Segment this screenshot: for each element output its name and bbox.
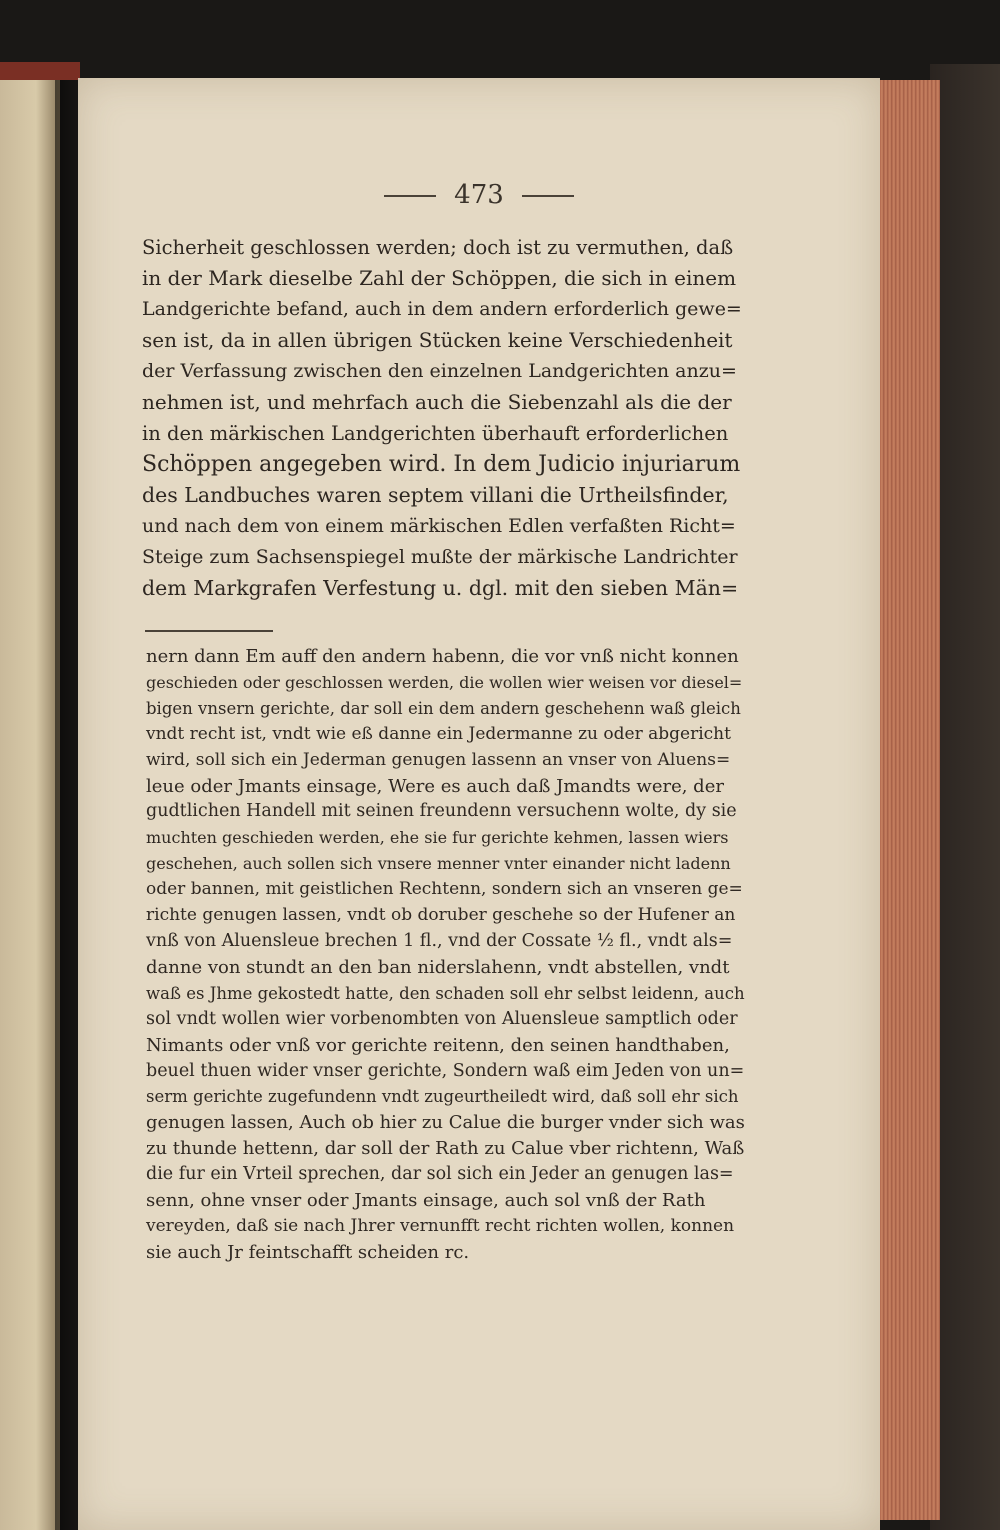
facing-page: [0, 80, 60, 1530]
page-number: 473: [454, 180, 504, 210]
header-dash-left: [384, 195, 436, 197]
footnote-line: senn, ohne vnser oder Jmants einsage, auch sol vnß der Rath: [146, 1190, 706, 1212]
main-text-line: in der Mark dieselbe Zahl der Schöppen, die sich in einem: [142, 266, 737, 290]
footnote-line: gudtlichen Handell mit seinen freundenn versuchenn wolte, dy sie: [146, 801, 737, 822]
footnote-line: nern dann Em auff den andern habenn, die vor vnß nicht konnen: [146, 646, 739, 667]
footnote-line: danne von stundt an den ban niderslahenn, vndt abstellen, vndt: [146, 956, 730, 978]
footnote-line: geschieden oder geschlossen werden, die wollen wier weisen vor diesel=: [146, 672, 743, 692]
footnote-line: waß es Jhme gekostedt hatte, den schaden soll ehr selbst leidenn, auch: [146, 983, 745, 1003]
main-text-line: des Landbuches waren septem villani die Urtheilsfinder,: [142, 483, 729, 507]
footnote-line: leue oder Jmants einsage, Were es auch daß Jmandts were, der: [146, 775, 724, 797]
footnote-line: wird, soll sich ein Jederman genugen lassenn an vnser von Aluens=: [146, 749, 731, 770]
footnote-line: richte genugen lassen, vndt ob doruber geschehe so der Hufener an: [146, 905, 736, 926]
footnote-rule: [145, 630, 273, 632]
footnote-line: beuel thuen wider vnser gerichte, Sondern waß eim Jeden von un=: [146, 1060, 745, 1081]
footnote-line: genugen lassen, Auch ob hier zu Calue die burger vnder sich was: [146, 1112, 745, 1134]
main-text-line: der Verfassung zwischen den einzelnen Landgerichten anzu=: [142, 360, 737, 382]
header-dash-right: [522, 195, 574, 197]
main-text-line: Schöppen angegeben wird. In dem Judicio injuriarum: [142, 452, 741, 477]
main-text-line: nehmen ist, und mehrfach auch die Siebenzahl als die der: [142, 390, 732, 414]
footnote-line: geschehen, auch sollen sich vnsere menner vnter einander nicht ladenn: [146, 854, 731, 874]
main-text-line: und nach dem von einem märkischen Edlen verfaßten Richt=: [142, 515, 736, 537]
main-text-line: Landgerichte befand, auch in dem andern erforderlich gewe=: [142, 298, 742, 320]
footnote-line: vndt recht ist, vndt wie eß danne ein Jedermanne zu oder abgericht: [146, 723, 731, 744]
footnote-line: sol vndt wollen wier vorbenombten von Aluensleue samptlich oder: [146, 1008, 738, 1029]
main-text-line: Sicherheit geschlossen werden; doch ist zu vermuthen, daß: [142, 236, 734, 259]
footnote-line: serm gerichte zugefundenn vndt zugeurtheiledt wird, daß soll ehr sich: [146, 1087, 739, 1107]
main-text-block: [142, 232, 742, 604]
footnote-line: zu thunde hettenn, dar soll der Rath zu Calue vber richtenn, Waß: [146, 1138, 745, 1160]
footnote-line: die fur ein Vrteil sprechen, dar sol sich ein Jeder an genugen las=: [146, 1164, 734, 1185]
footnote-line: vereyden, daß sie nach Jhrer vernunfft recht richten wollen, konnen: [146, 1215, 735, 1236]
footnote-block: [146, 644, 746, 1266]
book-cover-edge: [930, 64, 1000, 1530]
footnote-line: sie auch Jr feintschafft scheiden rc.: [146, 1241, 470, 1263]
main-text-line: Steige zum Sachsenspiegel mußte der märkische Landrichter: [142, 546, 738, 568]
footnote-line: bigen vnsern gerichte, dar soll ein dem andern geschehenn waß gleich: [146, 698, 741, 718]
footnote-line: vnß von Aluensleue brechen 1 fl., vnd der Cossate ½ fl., vndt als=: [146, 930, 733, 951]
main-text-line: dem Markgrafen Verfestung u. dgl. mit den sieben Män=: [142, 576, 739, 600]
footnote-line: Nimants oder vnß vor gerichte reitenn, den seinen handthaben,: [146, 1034, 730, 1056]
page-block-edges: [880, 80, 940, 1520]
left-page-edge: [0, 62, 80, 80]
page-header: [78, 180, 880, 210]
footnote-line: muchten geschieden werden, ehe sie fur gerichte kehmen, lassen wiers: [146, 828, 729, 848]
main-text-line: in den märkischen Landgerichten überhauft erforderlichen: [142, 422, 729, 445]
main-text-line: sen ist, da in allen übrigen Stücken keine Verschiedenheit: [142, 328, 733, 352]
footnote-line: oder bannen, mit geistlichen Rechtenn, sondern sich an vnseren ge=: [146, 879, 743, 900]
